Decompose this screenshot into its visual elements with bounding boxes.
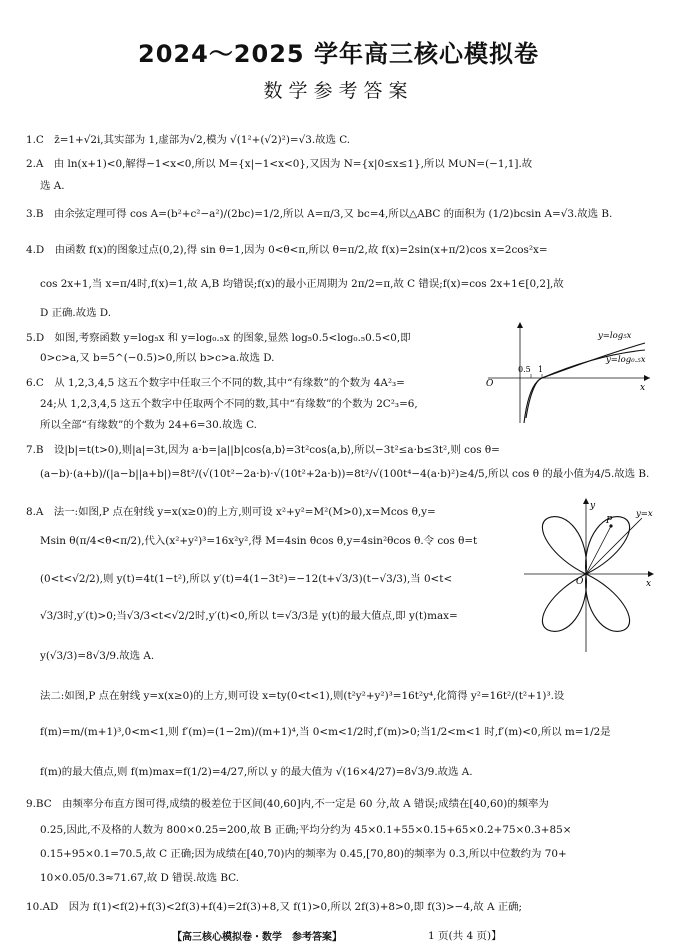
label-x: x bbox=[640, 383, 646, 393]
answer-7: 7.B 设|b|=t(t>0),则|a|=3t,因为 a·b=|a||b|cos⟨a,b⟩=3t²cos⟨a,b⟩,所以−3t²≤a·b≤3t²,则 cos θ= bbox=[26, 444, 500, 456]
label-y: y bbox=[590, 501, 596, 511]
answer-6: 6.C 从 1,2,3,4,5 这五个数字中任取三个不同的数,其中“有缘数”的个数为 4A²₃= bbox=[26, 377, 405, 389]
petal-fourth-quadrant bbox=[586, 574, 630, 631]
footer-page-number: 1 页(共 4 页)】 bbox=[428, 930, 502, 942]
answer-4: 4.D 由函数 f(x)的图象过点(0,2),得 sin θ=1,因为 0<θ<π,所以 θ=π/2,故 f(x)=2sin(x+π/2)cos x=2cos²x= bbox=[26, 244, 548, 256]
petal-second-quadrant bbox=[542, 517, 586, 574]
answer-5: 5.D 如图,考察函数 y=log₅x 和 y=log₀.₅x 的图象,显然 log₅0.5<log₀.₅0.5<0,即 bbox=[26, 332, 411, 344]
label-05: 0.5 bbox=[518, 365, 531, 374]
answer-8: 8.A 法一:如图,P 点在射线 y=x(x≥0)的上方,则可设 x²+y²=M²(M>0),x=Mcos θ,y= bbox=[26, 506, 436, 518]
y-axis-arrow-icon bbox=[583, 498, 589, 504]
footer-title: 【高三核心模拟卷・数学 参考答案】 bbox=[172, 932, 342, 943]
page-subtitle: 数学参考答案 bbox=[263, 80, 414, 102]
answer-8-cont: Msin θ(π/4<θ<π/2),代入(x²+y²)³=16x²y²,得 M=4sin θcos θ,y=4sin²θcos θ.令 cos θ=t bbox=[40, 535, 478, 547]
label-log05: y=log₀.₅x bbox=[606, 355, 646, 365]
answer-2-cont: 选 A. bbox=[40, 180, 65, 192]
answer-4-cont2: D 正确.故选 D. bbox=[40, 307, 112, 319]
label-log5: y=log₅x bbox=[598, 331, 632, 341]
answer-8-method2-cont2: f(m)的最大值点,则 f(m)max=f(1/2)=4/27,所以 y 的最大值为 √(16×4/27)=8√3/9.故选 A. bbox=[40, 766, 473, 778]
label-origin: O bbox=[576, 577, 584, 587]
y-axis-arrow-icon bbox=[517, 322, 523, 328]
page-title: 2024～2025 学年高三核心模拟卷 bbox=[138, 40, 539, 68]
x-axis-arrow-icon bbox=[648, 571, 654, 577]
answer-1: 1.C z̄=1+√2i,其实部为 1,虚部为√2,模为 √(1²+(√2)²)=√3.故选 C. bbox=[26, 134, 351, 146]
label-x: x bbox=[646, 579, 652, 589]
x-axis-arrow-icon bbox=[644, 375, 650, 381]
answer-9: 9.BC 由频率分布直方图可得,成绩的极差位于区间(40,60]内,不一定是 60 分,故 A 错误;成绩在[40,60)的频率为 bbox=[26, 798, 549, 810]
answer-5-cont: 0>c>a,又 b=5^(−0.5)>0,所以 b>c>a.故选 D. bbox=[40, 352, 275, 364]
answer-2: 2.A 由 ln(x+1)<0,解得−1<x<0,所以 M={x|−1<x<0},又因为 N={x|0≤x≤1},所以 M∪N=(−1,1].故 bbox=[26, 158, 533, 170]
answer-8-cont4: y(√3/3)=8√3/9.故选 A. bbox=[40, 650, 155, 662]
answer-7-cont: (a−b)·(a+b)/(|a−b||a+b|)=8t²/(√(10t²−2a·b)·√(10t²+2a·b))=8t²/√(100t⁴−4(a·b)²)≥4/5,所以 cos θ 的最小值为4/5.故选 B. bbox=[40, 468, 650, 480]
answer-6-cont: 24;从 1,2,3,4,5 这五个数字中任取两个不同的数,其中“有缘数”的个数为 2C²₃=6, bbox=[40, 398, 418, 410]
answer-8-cont3: √3/3时,y′(t)>0;当√3/3<t<√2/2时,y′(t)<0,所以 t=√3/3是 y(t)的最大值点,即 y(t)max= bbox=[40, 610, 458, 622]
answer-9-cont2: 0.15+95×0.1=70.5,故 C 正确;因为成绩在[40,70)内的频率为 0.45,[70,80)的频率为 0.3,所以中位数约为 70+ bbox=[40, 848, 567, 860]
answer-9-cont3: 10×0.05/0.3≈71.67,故 D 错误.故选 BC. bbox=[40, 872, 240, 884]
log-graph-figure bbox=[480, 318, 658, 428]
label-1: 1 bbox=[538, 365, 544, 374]
answer-8-method2: 法二:如图,P 点在射线 y=x(x≥0)的上方,则可设 x=ty(0<t<1),则(t²y²+y²)³=16t²y⁴,化简得 y²=16t²/(t²+1)³.设 bbox=[40, 690, 565, 702]
rose-curve-figure bbox=[520, 496, 658, 656]
answer-10: 10.AD 因为 f(1)<f(2)+f(3)<2f(3)+f(4)=2f(3)+8,又 f(1)>0,所以 2f(3)+8>0,即 f(3)>−4,故 A 正确; bbox=[26, 901, 523, 913]
label-p: P bbox=[606, 516, 613, 526]
answer-6-cont2: 所以全部“有缘数”的个数为 24+6=30.故选 C. bbox=[40, 419, 257, 431]
answer-3: 3.B 由余弦定理可得 cos A=(b²+c²−a²)/(2bc)=1/2,所以 A=π/3,又 bc=4,所以△ABC 的面积为 (1/2)bcsin A=√3.故选 B. bbox=[26, 208, 613, 220]
answer-4-cont: cos 2x+1,当 x=π/4时,f(x)=1,故 A,B 均错误;f(x)的最小正周期为 2π/2=π,故 C 错误;f(x)=cos 2x+1∈[0,2],故 bbox=[40, 278, 564, 290]
label-origin: O bbox=[486, 379, 494, 389]
answer-9-cont: 0.25,因此,不及格的人数为 800×0.25=200,故 B 正确;平均分约为 45×0.1+55×0.15+65×0.2+75×0.3+85× bbox=[40, 824, 572, 836]
answer-8-method2-cont: f(m)=m/(m+1)³,0<m<1,则 f′(m)=(1−2m)/(m+1)⁴,当 0<m<1/2时,f′(m)>0;当1/2<m<1 时,f′(m)<0,所以 m=1/2是 bbox=[40, 726, 611, 738]
ray-y-equals-x bbox=[586, 518, 642, 574]
label-yx: y=x bbox=[636, 509, 653, 519]
answer-8-cont2: (0<t<√2/2),则 y(t)=4t(1−t²),所以 y′(t)=4(1−3t²)=−12(t+√3/3)(t−√3/3),当 0<t< bbox=[40, 573, 453, 585]
